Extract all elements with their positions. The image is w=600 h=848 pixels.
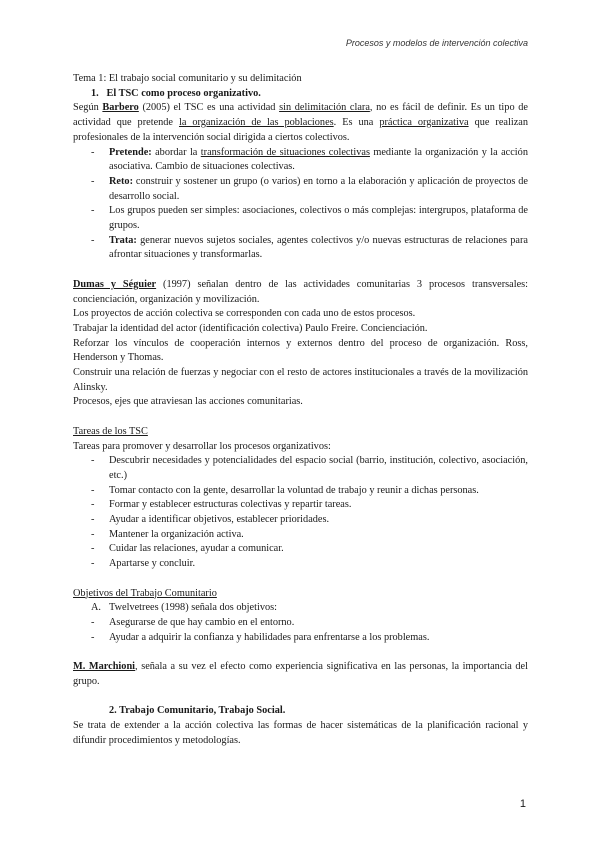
dumas-line: Construir una relación de fuerzas y negociar con el resto de actores institucionales a través de la movilización Alinsky. xyxy=(73,367,528,393)
list-item: - Descubrir necesidades y potencialidades del espacio social (barrio, institución, colectivo, asociación, etc.) xyxy=(109,454,528,483)
intro-text: , no es fácil de definir. Es un tipo de actividad que pretende xyxy=(73,102,528,129)
tareas-intro: Tareas para promover y desarrollar los procesos organizativos: xyxy=(73,440,331,452)
intro-underline: sin delimitación clara xyxy=(279,102,370,114)
author-dumas: Dumas y Séguier xyxy=(73,278,157,290)
intro-text: . Es una xyxy=(333,117,380,129)
author-barbero: Barbero xyxy=(102,102,139,114)
running-header: Procesos y modelos de intervención colectiva xyxy=(345,38,528,48)
list-text: Twelvetrees (1998) señala dos objetivos: xyxy=(109,602,277,614)
objetivos-list xyxy=(73,601,528,616)
section-1-bullets xyxy=(73,146,528,264)
tareas-list xyxy=(73,454,528,572)
list-item: - Mantener la organización activa. xyxy=(109,528,528,543)
intro-text: que realizan profesionales de la intervención social dirigida a ciertos colectivos. xyxy=(73,117,528,143)
dumas-line: Procesos, ejes que atraviesan las acciones comunitarias. xyxy=(73,396,303,408)
list-marker: A. xyxy=(91,602,102,614)
marchioni-paragraph xyxy=(73,660,528,689)
objetivos-heading: Objetivos del Trabajo Comunitario xyxy=(73,587,217,599)
dumas-line: Los proyectos de acción colectiva se corresponden con cada uno de estos procesos. xyxy=(73,308,416,320)
bullet-text: generar nuevos sujetos sociales, agentes colectivos y/o nuevas estructuras de relaciones para afrontar situaciones y transformarlas. xyxy=(109,234,528,261)
dumas-line: Reforzar los vínculos de cooperación internos y externos dentro del proceso de organización. Ross, Henderson y Thomas. xyxy=(73,337,528,364)
bullet-label: Reto: xyxy=(109,175,134,187)
marchioni-text: , señala a su vez el efecto como experiencia significativa en las personas, la importancia del grupo. xyxy=(73,661,528,687)
document-body xyxy=(73,72,528,748)
list-item xyxy=(109,234,528,263)
list-item: - Formar y establecer estructuras colectivas y repartir tareas. xyxy=(109,498,528,513)
intro-underline: la organización de las poblaciones xyxy=(178,117,334,129)
author-marchioni: M. Marchioni xyxy=(73,661,136,673)
list-item: - Tomar contacto con la gente, desarrollar la voluntad de trabajo y reunir a dichas personas. xyxy=(109,484,528,499)
list-item: - Cuidar las relaciones, ayudar a comunicar. xyxy=(109,542,528,557)
section-2-heading: 2. Trabajo Comunitario, Trabajo Social. xyxy=(109,705,286,717)
bullet-text: Los grupos pueden ser simples: asociaciones, colectivos o más complejas: intergrupos, plataforma de grupos. xyxy=(109,205,528,232)
list-item: - Ayudar a identificar objetivos, establecer prioridades. xyxy=(109,513,528,528)
list-item xyxy=(91,601,528,616)
objetivos-sublist xyxy=(73,616,528,645)
bullet-label: Trata: xyxy=(109,234,137,246)
intro-text: Según xyxy=(73,102,103,114)
list-item: - Asegurarse de que hay cambio en el entorno. xyxy=(109,616,528,631)
list-item: - Ayudar a adquirir la confianza y habilidades para enfrentarse a los problemas. xyxy=(109,631,528,646)
dumas-text: (1997) señalan dentro de las actividades comunitarias 3 procesos transversales: concienciación, organización y movilización. xyxy=(73,278,529,305)
section-1-number: 1. xyxy=(91,87,99,99)
page-number: 1 xyxy=(519,798,526,810)
list-item: - Apartarse y concluir. xyxy=(109,557,528,572)
tareas-heading: Tareas de los TSC xyxy=(73,425,148,437)
dumas-paragraph xyxy=(73,278,528,307)
bullet-underline: transformación de situaciones colectivas xyxy=(200,146,370,158)
dumas-line: Trabajar la identidad del actor (identificación colectiva) Paulo Freire. Concienciación. xyxy=(73,322,428,334)
tema-title: Tema 1: El trabajo social comunitario y su delimitación xyxy=(73,73,302,84)
intro-text: (2005) el TSC es una actividad xyxy=(138,102,280,114)
bullet-text: abordar la xyxy=(151,146,201,158)
section-1-intro xyxy=(73,101,528,145)
intro-underline: práctica organizativa xyxy=(379,117,469,129)
list-item xyxy=(109,146,528,175)
list-item xyxy=(109,175,528,204)
list-item xyxy=(109,204,528,233)
section-1-title: El TSC como proceso organizativo. xyxy=(106,87,261,99)
section-1-heading xyxy=(91,87,528,102)
bullet-text: mediante la organización y la acción asociativa. Cambio de situaciones colectivas. xyxy=(109,146,528,173)
bullet-label: Pretende: xyxy=(109,146,152,158)
bullet-text: construir y sostener un grupo (o varios) en torno a la elaboración y aplicación de proyectos de desarrollo social. xyxy=(109,175,528,202)
section-2-text: Se trata de extender a la acción colectiva las formas de hacer sistemáticas de la planificación racional y difundir procedimientos y metodologías. xyxy=(73,719,528,746)
